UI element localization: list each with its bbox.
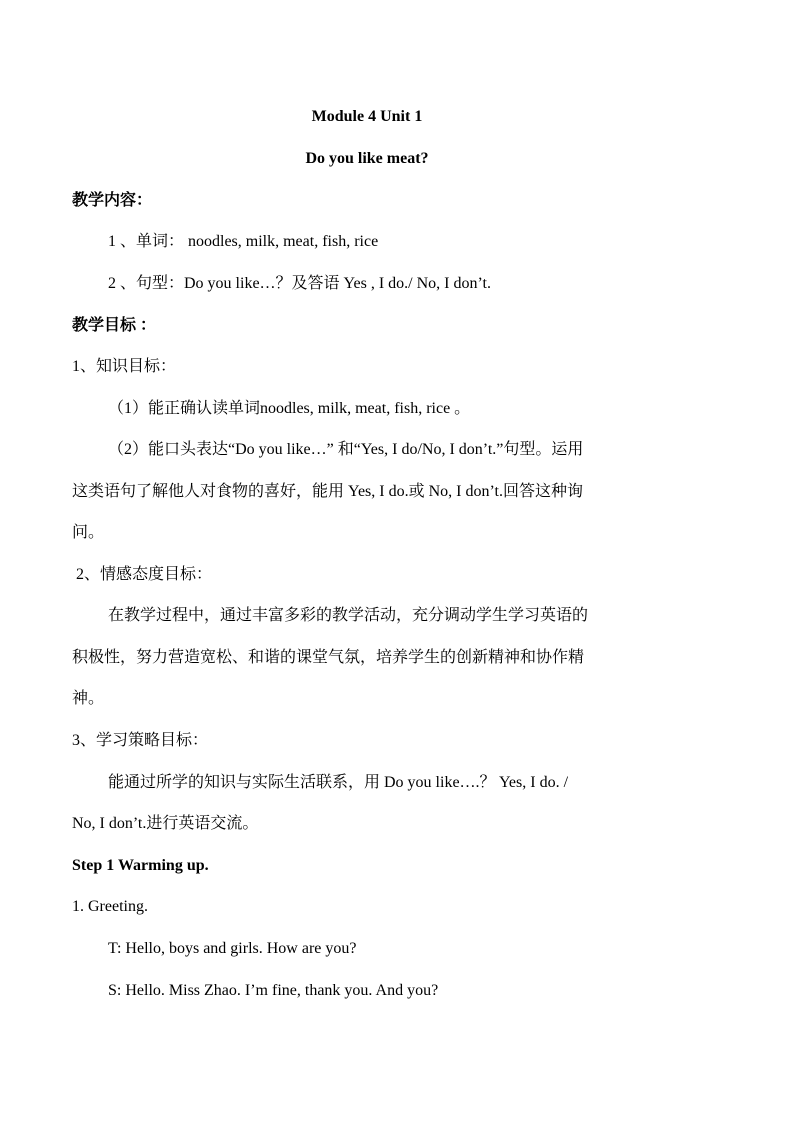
knowledge-item-2-line-2: 这类语句了解他人对食物的喜好，能用 Yes, I do.或 No, I don’t.回答这种询 (72, 483, 583, 500)
emotion-heading: 2、情感态度目标： (76, 566, 213, 583)
content-heading: 教学内容： (72, 192, 153, 209)
module-title: Module 4 Unit 1 (311, 108, 423, 125)
lesson-title: Do you like meat? (305, 150, 429, 167)
knowledge-item-1: （1）能正确认读单词noodles, milk, meat, fish, rice 。 (108, 400, 471, 417)
emotion-line-1: 在教学过程中，通过丰富多彩的教学活动，充分调动学生学习英语的 (108, 607, 589, 624)
emotion-line-3: 神。 (72, 690, 105, 707)
strategy-line-1: 能通过所学的知识与实际生活联系，用 Do you like….？ Yes, I do. / (108, 774, 569, 791)
step1-heading: Step 1 Warming up. (72, 857, 209, 874)
knowledge-heading: 1、知识目标： (72, 358, 177, 375)
content-item-sentence: 2 、句型：Do you like…？及答语 Yes , I do./ No, I don’t. (108, 275, 491, 292)
knowledge-item-2-line-1: （2）能口头表达“Do you like…” 和“Yes, I do/No, I don’t.”句型。运用 (108, 441, 584, 458)
objectives-heading: 教学目标 ： (72, 317, 157, 334)
strategy-heading: 3、学习策略目标： (72, 732, 209, 749)
greeting-heading: 1. Greeting. (72, 898, 148, 915)
student-line: S: Hello. Miss Zhao. I’m fine, thank you. And you? (108, 982, 439, 999)
strategy-line-2: No, I don’t.进行英语交流。 (72, 815, 259, 832)
teacher-line: T: Hello, boys and girls. How are you? (108, 940, 357, 957)
content-item-vocabulary: 1 、单词： noodles, milk, meat, fish, rice (108, 233, 379, 250)
emotion-line-2: 积极性，努力营造宽松、和谐的课堂气氛，培养学生的创新精神和协作精 (72, 649, 585, 666)
knowledge-item-2-line-3: 问。 (72, 524, 105, 541)
